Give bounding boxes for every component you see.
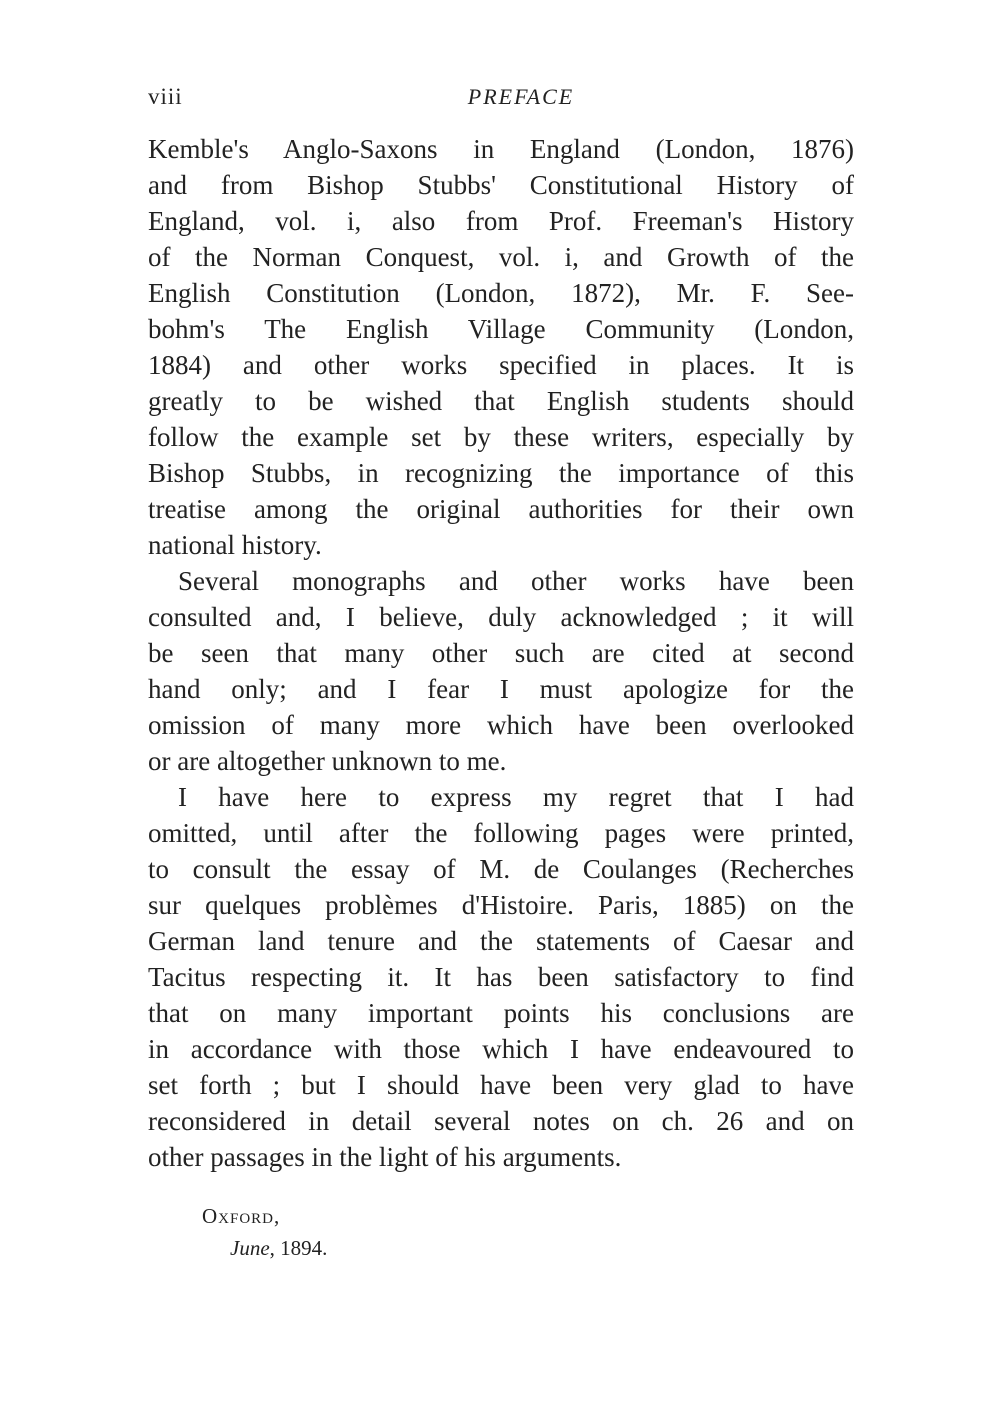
text-line: or are altogether unknown to me. xyxy=(148,746,507,776)
text-line: England, vol. i, also from Prof. Freeman's History xyxy=(148,206,854,236)
preface-body xyxy=(148,131,854,1175)
running-head xyxy=(148,84,854,118)
text-line: greatly to be wished that English students should xyxy=(148,386,854,416)
page-number: viii xyxy=(148,84,183,109)
text-line: follow the example set by these writers, especially by xyxy=(148,422,854,452)
text-line: consulted and, I believe, duly acknowledged ; it will xyxy=(148,602,854,632)
text-line: English Constitution (London, 1872), Mr. F. See- xyxy=(148,278,854,308)
paragraph-1 xyxy=(148,131,854,563)
text-line: of the Norman Conquest, vol. i, and Growth of the xyxy=(148,242,854,272)
text-line: to consult the essay of M. de Coulanges (Recherches xyxy=(148,854,854,884)
text-line: Several monographs and other works have been xyxy=(178,566,854,596)
text-line: Tacitus respecting it. It has been satisfactory to find xyxy=(148,962,854,992)
text-line: omitted, until after the following pages were printed, xyxy=(148,818,854,848)
signoff-place: Oxford, xyxy=(202,1204,281,1228)
text-line: Bishop Stubbs, in recognizing the importance of this xyxy=(148,458,854,488)
text-line: omission of many more which have been overlooked xyxy=(148,710,854,740)
signoff xyxy=(202,1200,327,1264)
text-line: Kemble's Anglo-Saxons in England (London, 1876) xyxy=(148,134,854,164)
paragraph-2 xyxy=(148,563,854,779)
text-line: hand only; and I fear I must apologize for the xyxy=(148,674,854,704)
text-line: set forth ; but I should have been very glad to have xyxy=(148,1070,854,1100)
signoff-year: , 1894. xyxy=(269,1236,328,1260)
text-line: treatise among the original authorities for their own xyxy=(148,494,854,524)
text-line: that on many important points his conclusions are xyxy=(148,998,854,1028)
text-line: and from Bishop Stubbs' Constitutional History of xyxy=(148,170,854,200)
paragraph-3 xyxy=(148,779,854,1175)
text-line: German land tenure and the statements of Caesar and xyxy=(148,926,854,956)
text-line: in accordance with those which I have endeavoured to xyxy=(148,1034,854,1064)
signoff-month: June xyxy=(230,1236,270,1260)
text-line: 1884) and other works specified in places. It is xyxy=(148,350,854,380)
text-line: other passages in the light of his arguments. xyxy=(148,1142,622,1172)
text-line: bohm's The English Village Community (London, xyxy=(148,314,854,344)
running-title: PREFACE xyxy=(467,84,575,109)
text-line: I have here to express my regret that I had xyxy=(178,782,854,812)
text-line: sur quelques problèmes d'Histoire. Paris, 1885) on the xyxy=(148,890,854,920)
text-line: be seen that many other such are cited at second xyxy=(148,638,854,668)
text-line: national history. xyxy=(148,530,322,560)
signoff-date xyxy=(202,1232,327,1264)
text-line: reconsidered in detail several notes on ch. 26 and on xyxy=(148,1106,854,1136)
